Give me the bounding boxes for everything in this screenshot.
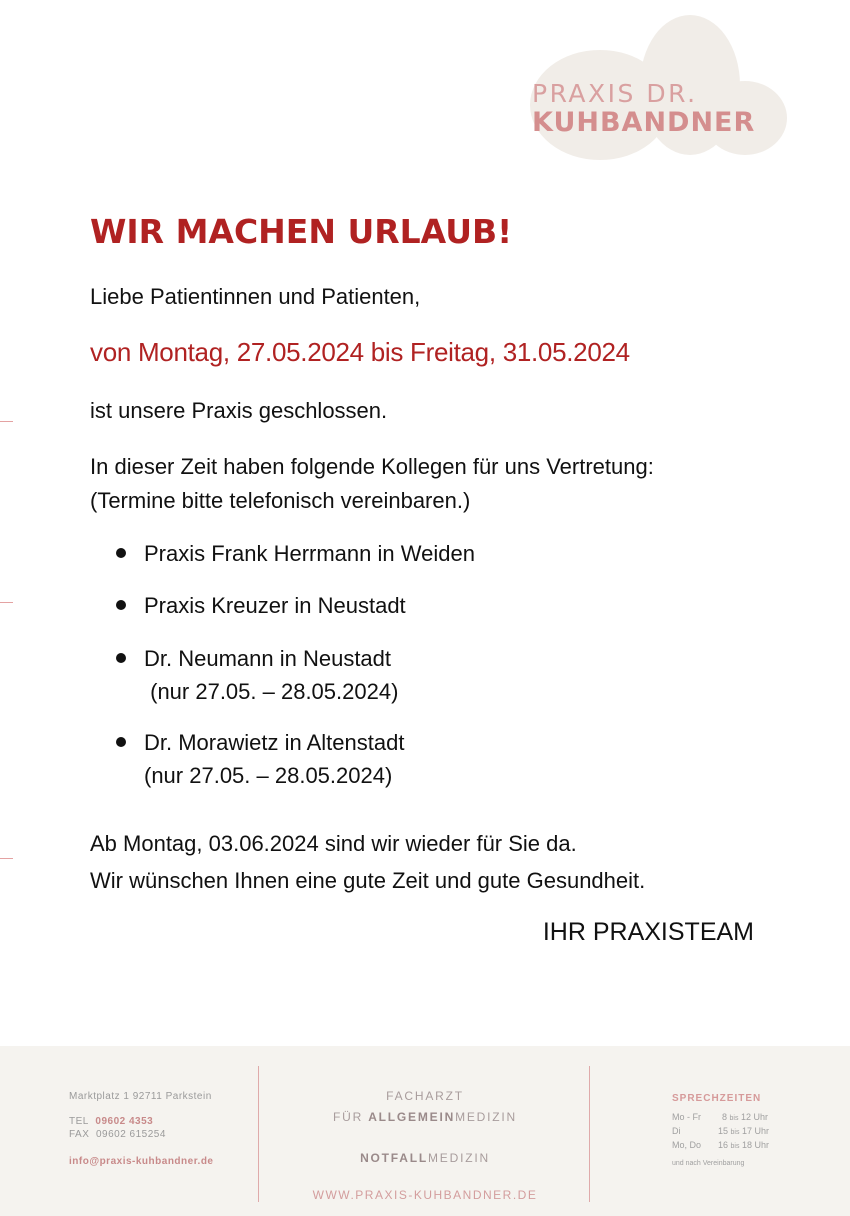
bullet-icon [116,600,126,610]
emergency-line [260,1148,590,1169]
logo [532,80,755,138]
specialty-prefix: FÜR [332,1110,369,1124]
hours-to: 18 Uhr [742,1140,770,1150]
footer-divider [258,1066,259,1202]
substitute-note: (nur 27.05. – 28.05.2024) [144,679,399,704]
bullet-icon [116,737,126,747]
specialty-bold: ALLGEMEIN [368,1110,456,1124]
headline: WIR MACHEN URLAUB! [90,212,513,251]
hours-to: 17 Uhr [742,1126,770,1136]
specialty-line1: FACHARZT [386,1089,464,1103]
footer-tel [69,1115,214,1128]
logo-line2: KUHBANDNER [532,107,756,138]
hours-from: 15 [718,1126,729,1136]
hours-days: Mo, Do [672,1140,702,1150]
hours-row [672,1125,769,1139]
bullet-icon [116,653,126,663]
footer-specialty [260,1086,590,1169]
substitute-name: Dr. Morawietz in Altenstadt [144,730,405,755]
back-line1: Ab Montag, 03.06.2024 sind wir wieder für Sie da. [90,831,577,856]
hours-note: und nach Vereinbarung [672,1160,745,1167]
hours-sep: bis [730,1143,740,1150]
hours-sep: bis [730,1129,740,1136]
substitute-name: Dr. Neumann in Neustadt [144,646,392,671]
greeting: Liebe Patientinnen und Patienten, [90,284,421,309]
specialty-line2 [260,1107,590,1128]
substitute-name: Praxis Kreuzer in Neustadt [144,593,406,618]
signature: IHR PRAXISTEAM [542,918,754,946]
emergency-suffix: MEDIZIN [428,1151,490,1165]
hours-from: 8 [722,1112,728,1122]
closed-text: ist unsere Praxis geschlossen. [90,398,388,423]
list-item [116,537,475,570]
fax-number: 09602 615254 [95,1129,166,1140]
bullet-icon [116,548,126,558]
footer-contact [69,1090,214,1168]
fax-label: FAX [69,1129,90,1140]
footer-hours [672,1092,769,1170]
hours-days: Mo - Fr [672,1112,701,1122]
footer [0,1046,850,1216]
hours-days: Di [672,1126,681,1136]
hours-sep: bis [729,1115,739,1122]
footer-website[interactable]: WWW.PRAXIS-KUHBANDNER.DE [312,1188,538,1202]
info-line1: In dieser Zeit haben folgende Kollegen für uns Vertretung: [90,454,654,479]
footer-address: Marktplatz 1 92711 Parkstein [69,1091,212,1102]
substitute-name: Praxis Frank Herrmann in Weiden [144,541,475,566]
fold-mark [0,421,13,422]
specialty-suffix: MEDIZIN [455,1110,517,1124]
logo-line1: PRAXIS DR. [532,79,698,108]
list-item [116,726,404,792]
fold-mark [0,602,13,603]
fold-mark [0,858,13,859]
emergency-bold: NOTFALL [360,1151,428,1165]
list-item [116,642,398,708]
footer-fax [69,1128,214,1141]
hours-title: SPRECHZEITEN [672,1093,762,1104]
list-item [116,589,406,622]
substitute-note: (nur 27.05. – 28.05.2024) [144,763,393,788]
info-line2: (Termine bitte telefonisch vereinbaren.) [90,488,471,513]
hours-from: 16 [718,1140,729,1150]
tel-number: 09602 4353 [95,1116,154,1127]
hours-to: 12 Uhr [741,1112,769,1122]
back-line2: Wir wünschen Ihnen eine gute Zeit und gute Gesundheit. [90,868,646,893]
hours-row [672,1111,769,1125]
closure-dates: von Montag, 27.05.2024 bis Freitag, 31.05.2024 [90,337,630,367]
footer-email[interactable]: info@praxis-kuhbandner.de [69,1156,214,1167]
hours-row [672,1139,769,1153]
tel-label: TEL [69,1116,89,1127]
